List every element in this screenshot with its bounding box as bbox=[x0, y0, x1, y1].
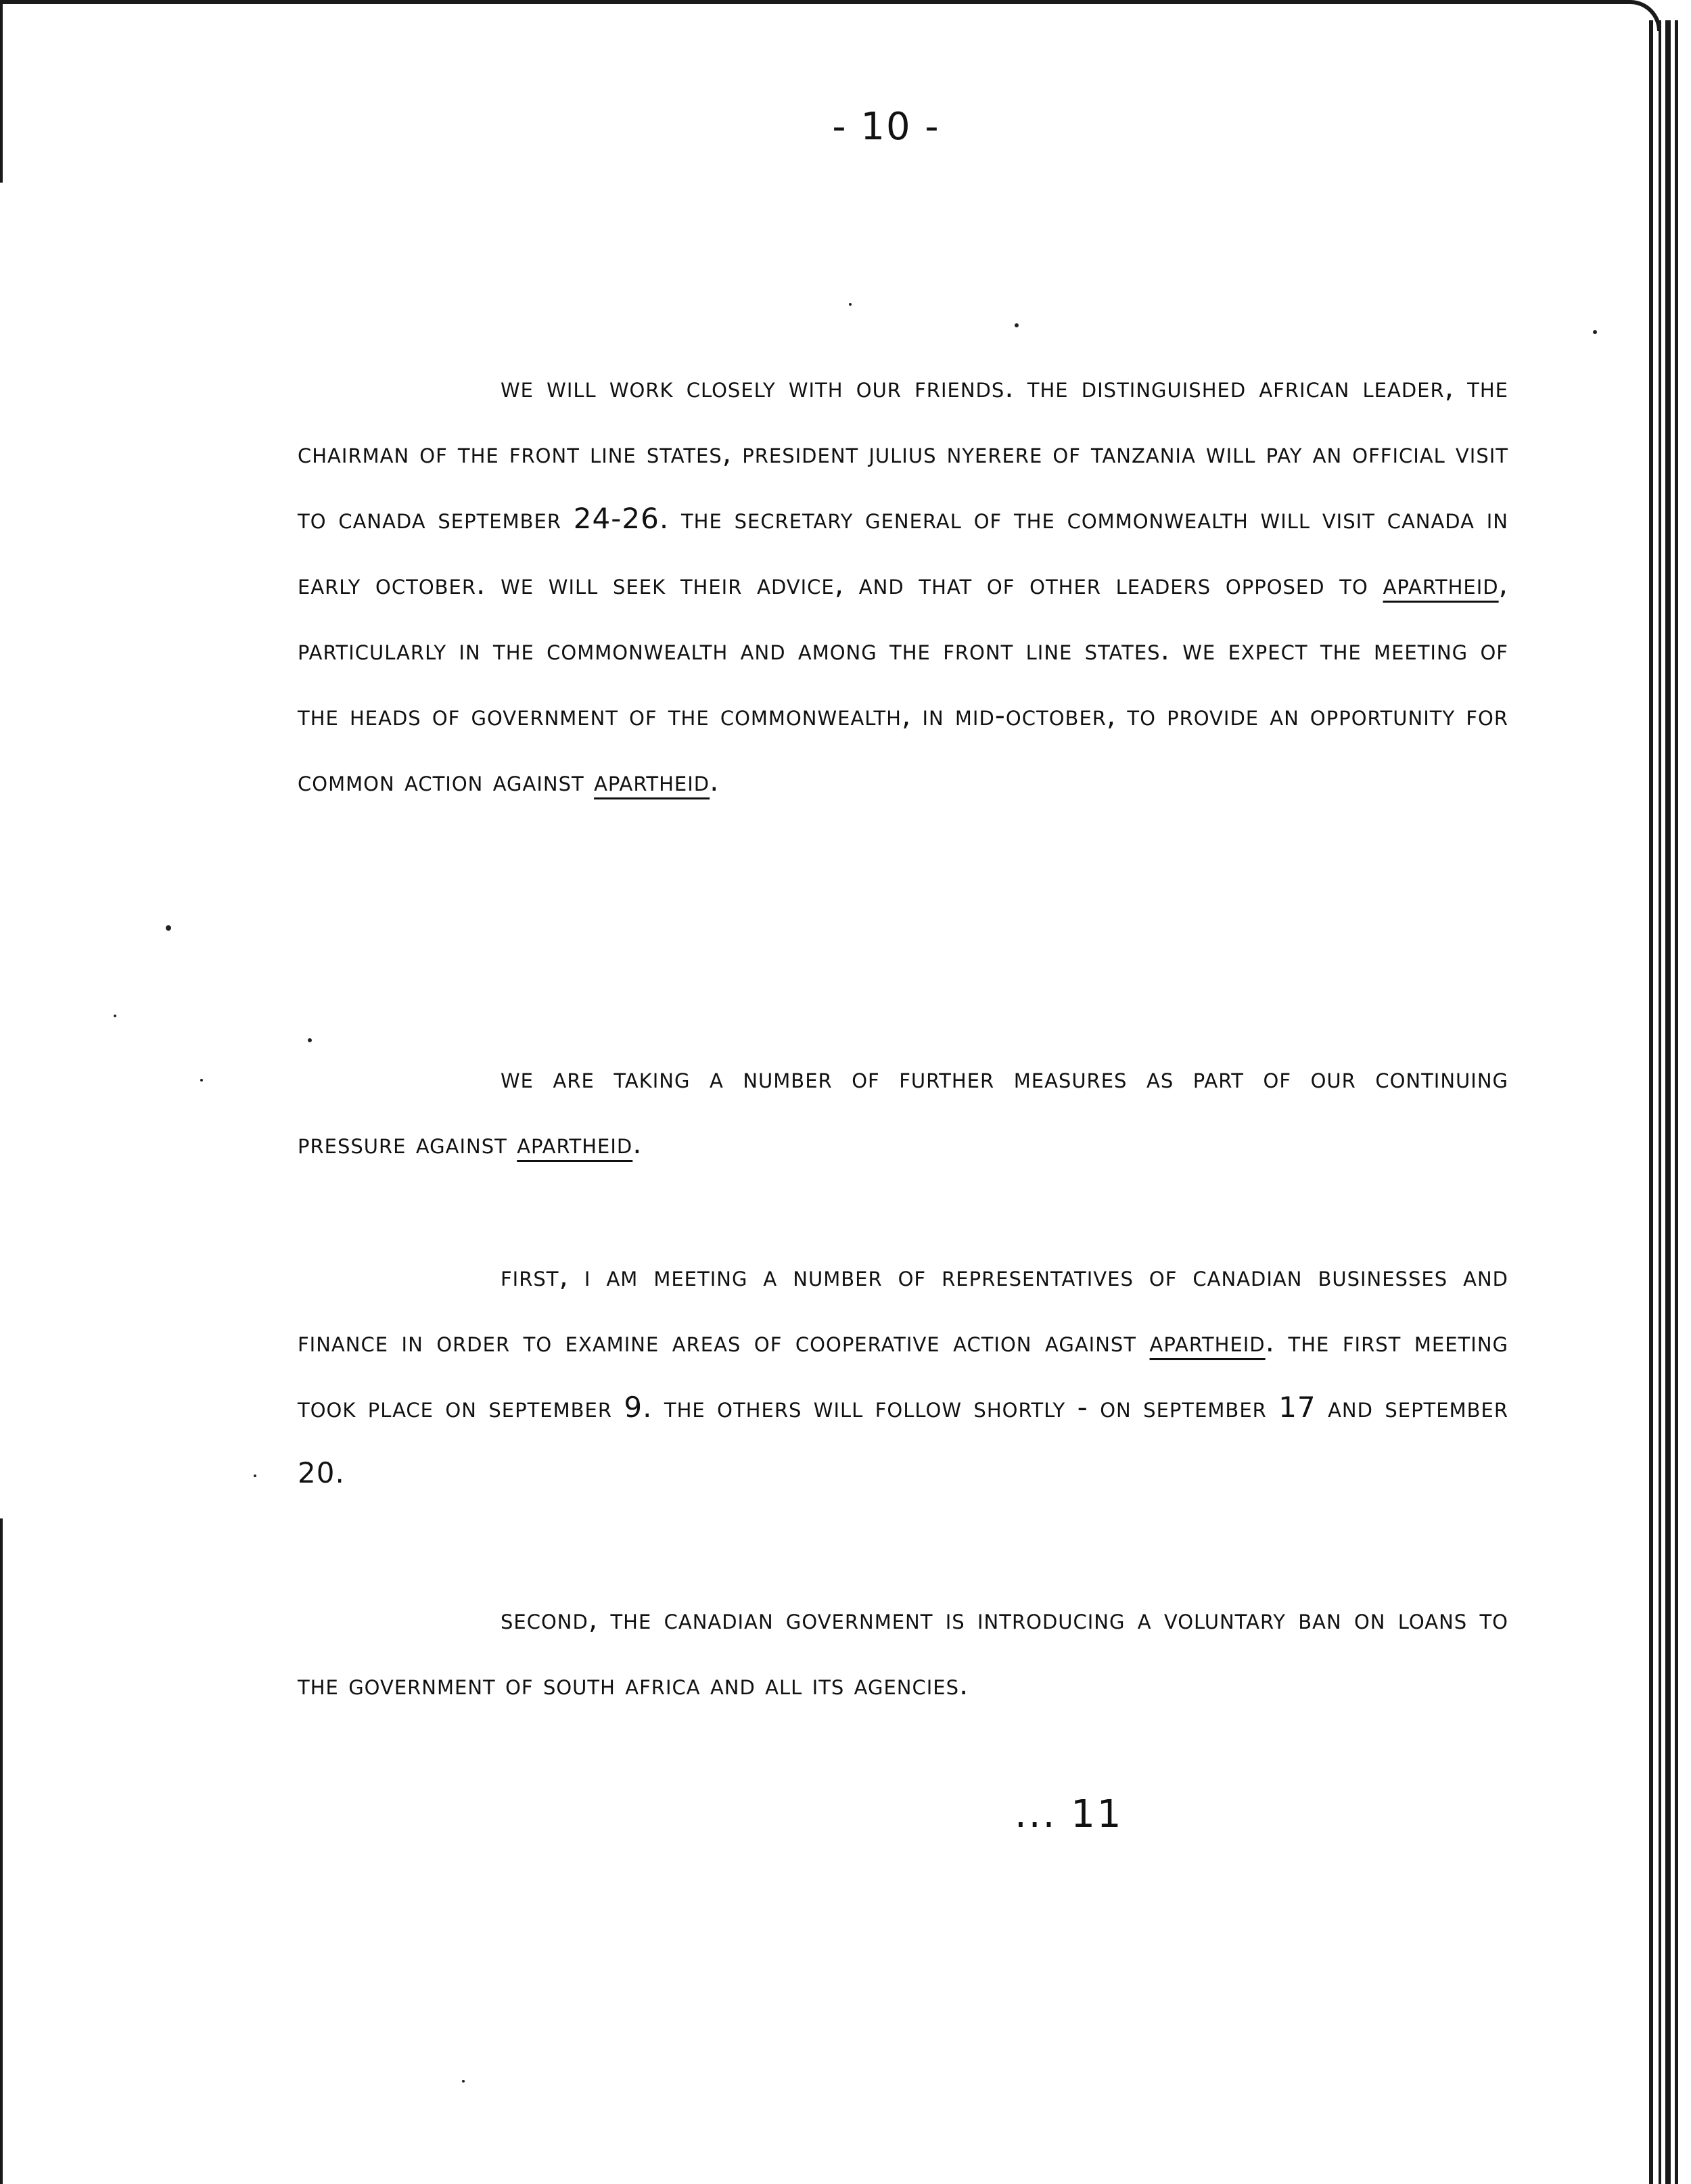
underlined-word: apartheid bbox=[594, 764, 710, 797]
scan-edge-right bbox=[1675, 20, 1678, 2184]
paragraph-text: . bbox=[710, 764, 720, 797]
underlined-word: apartheid bbox=[1383, 567, 1499, 601]
scan-speck bbox=[166, 925, 171, 931]
scan-speck bbox=[1015, 323, 1019, 327]
scan-speck bbox=[114, 1015, 116, 1017]
scan-edge-right bbox=[1659, 20, 1661, 2184]
underlined-word: apartheid bbox=[517, 1127, 633, 1160]
continued-marker: ... 11 bbox=[1015, 1792, 1124, 1836]
scan-speck bbox=[849, 303, 852, 306]
scan-speck bbox=[1593, 330, 1597, 334]
scan-speck bbox=[200, 1079, 203, 1082]
paragraph-second bbox=[298, 1586, 1508, 1717]
paragraph-text: we will work closely with our friends. the distinguished african leader, the chairman of the front line states, president julius nyerere of tanzania will pay an official visit to canada september 24-26. the secretary general of the commonwealth will visit canada in early october. we will seek their advice, and that of other leaders opposed to bbox=[298, 371, 1508, 601]
scan-speck bbox=[462, 2080, 465, 2083]
scan-edge-right bbox=[1649, 20, 1653, 2184]
paragraph-friends bbox=[298, 354, 1508, 814]
page-number: - 10 - bbox=[832, 105, 940, 149]
paragraph-text: first, i am meeting a number of representatives of canadian businesses and finance in order to examine areas of cooperative action against bbox=[298, 1259, 1508, 1358]
scan-edge-top bbox=[0, 0, 1596, 4]
underlined-word: apartheid bbox=[1149, 1325, 1266, 1358]
paragraph-measures bbox=[298, 1045, 1508, 1176]
paragraph-first bbox=[298, 1243, 1508, 1506]
paragraph-text: we are taking a number of further measures as part of our continuing pressure against bbox=[298, 1061, 1508, 1160]
scan-speck bbox=[308, 1038, 312, 1042]
paragraph-text: . the first meeting took place on september 9. the others will follow shortly - on september 17 and september 20. bbox=[298, 1325, 1508, 1489]
scan-speck bbox=[254, 1474, 256, 1477]
scan-edge-right bbox=[1665, 20, 1671, 2184]
paragraph-text: , particularly in the commonwealth and among the front line states. we expect the meeting of the heads of government of the commonwealth, in mid-october, to provide an opportunity for common action against bbox=[298, 567, 1508, 797]
scan-edge-left-lower bbox=[0, 1518, 3, 2184]
scan-edge-left bbox=[0, 0, 3, 183]
paragraph-text: second, the canadian government is introducing a voluntary ban on loans to the government of south africa and all its agencies. bbox=[298, 1602, 1508, 1701]
paragraph-text: . bbox=[632, 1127, 643, 1160]
